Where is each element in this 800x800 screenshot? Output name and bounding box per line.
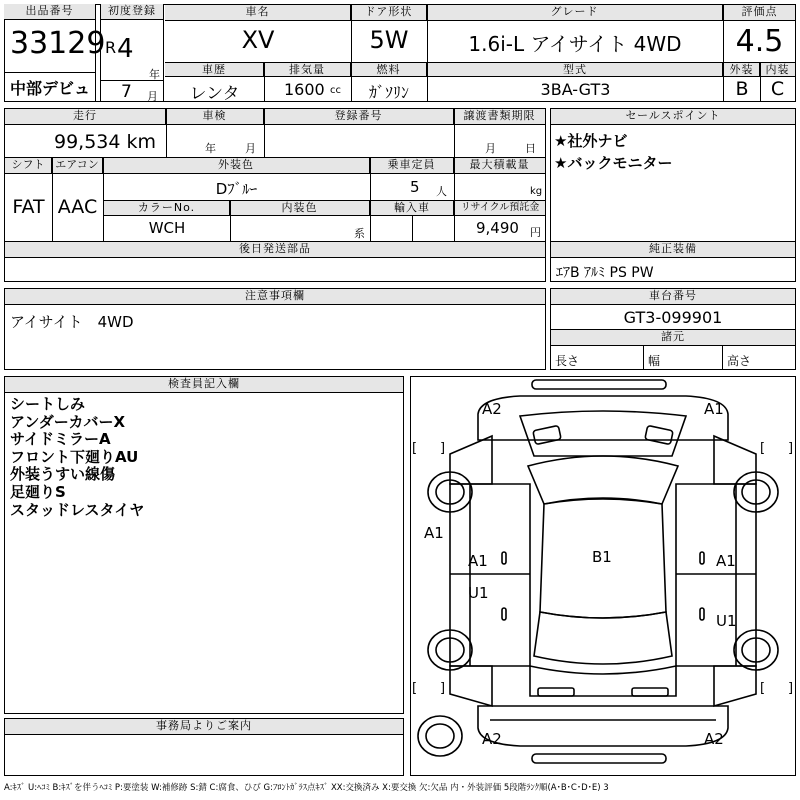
sales-point: ★社外ナビ (554, 132, 628, 150)
transfer-label: 譲渡書類期限 (454, 109, 545, 125)
inspector-label: 検査員記入欄 (5, 377, 403, 393)
inspector-note: フロント下廻りAU (10, 447, 139, 466)
car-diagram-drawing (410, 376, 796, 776)
int-color-suffix: 系 (354, 227, 365, 240)
import-label: 輸入車 (371, 201, 454, 216)
reg-month: 7 (121, 82, 132, 102)
load-unit: kg (530, 186, 543, 197)
inspector-note: 外装うすい線傷 (10, 465, 116, 484)
transfer-month-unit: 月 (485, 142, 496, 155)
reg-no-label: 登録番号 (264, 109, 454, 125)
damage-mark: A1 (704, 400, 724, 418)
history-label: 車歴 (165, 63, 264, 77)
reg-year: 4 (117, 34, 134, 64)
svg-text:[: [ (412, 441, 418, 456)
inspector-note: シートしみ (10, 395, 86, 413)
svg-text:[: [ (760, 441, 766, 456)
sales-label: セールスポイント (551, 109, 795, 125)
fuel-label: 燃料 (351, 63, 427, 77)
recycle-amount: 9,490 (476, 219, 519, 237)
recycle-label: リサイクル預託金 (455, 201, 545, 216)
height-label: 高さ (727, 354, 752, 368)
model-label: 型式 (428, 63, 723, 77)
color-label: 外装色 (103, 158, 370, 174)
cc-unit: cc (330, 85, 341, 96)
fuel: ｶﾞｿﾘﾝ (368, 83, 409, 102)
shift: FAT (12, 196, 45, 218)
month-unit: 月 (147, 90, 158, 103)
svg-text:]: ] (440, 681, 446, 696)
model-code: 3BA-GT3 (540, 80, 611, 99)
ac: AAC (57, 196, 98, 218)
damage-mark: A1 (716, 552, 736, 570)
capacity-label: 乗車定員 (370, 158, 454, 174)
interior-grade: C (770, 78, 785, 100)
exterior-label: 外装 (724, 63, 760, 77)
interior-label: 内装 (760, 63, 795, 77)
mileage: 99,534 km (54, 131, 157, 153)
car-name-label: 車名 (165, 5, 351, 21)
chassis-number: GT3-099901 (623, 308, 723, 327)
length-label: 長さ (555, 354, 580, 368)
grade-label: グレード (427, 5, 723, 21)
era: R (105, 38, 117, 57)
lot-block (4, 4, 106, 102)
damage-mark: A2 (482, 400, 502, 418)
damage-mark: A2 (704, 730, 724, 748)
ac-label: エアコン (52, 158, 103, 174)
lot-number: 33129 (10, 26, 106, 61)
svg-text:[: [ (412, 681, 418, 696)
caution-label: 注意事項欄 (5, 289, 545, 305)
svg-text:[: [ (760, 681, 766, 696)
width-label: 幅 (648, 354, 661, 368)
chassis-label: 車台番号 (551, 289, 795, 305)
damage-mark: A1 (468, 552, 488, 570)
damage-mark: U1 (468, 584, 489, 602)
inspector-note: サイドミラーA (10, 430, 111, 449)
recycle-unit: 円 (530, 226, 541, 239)
door-type: 5W (369, 26, 409, 54)
damage-mark: U1 (716, 612, 737, 630)
grade: 1.6i-L アイサイト 4WD (468, 32, 682, 56)
score: 4.5 (735, 24, 784, 59)
shift-label: シフト (5, 158, 52, 174)
insp-month-unit: 月 (245, 142, 256, 155)
color: Dﾌﾞﾙｰ (215, 180, 258, 198)
inspection-label: 車検 (166, 109, 264, 125)
inspector-note: 足廻りS (10, 482, 66, 501)
year-unit: 年 (149, 68, 160, 81)
transfer-day-unit: 日 (525, 142, 536, 155)
mileage-label: 走行 (5, 109, 166, 125)
insp-year-unit: 年 (205, 142, 216, 155)
lot-label: 出品番号 (4, 4, 95, 20)
later-parts-label: 後日発送部品 (5, 242, 545, 258)
office-label: 事務局よりご案内 (5, 719, 403, 735)
history: レンタ (189, 84, 240, 104)
damage-mark: B1 (592, 548, 612, 566)
sales-point: ★バックモニター (554, 154, 673, 172)
spec-label: 諸元 (551, 330, 795, 346)
exterior-grade: B (735, 78, 749, 100)
damage-mark: A1 (424, 524, 444, 542)
inspector-notes (10, 396, 144, 519)
inspector-note: スタッドレスタイヤ (10, 500, 145, 519)
legend: A:ｷｽﾞ U:ﾍｺﾐ B:ｷｽﾞを伴うﾍｺﾐ P:要塗装 W:補修跡 S:錆 C:腐食、ひび G:ﾌﾛﾝﾄｶﾞﾗｽ点ｷｽﾞ XX:交換済み X:要交換 欠:欠品 内・外装評価 5段階ﾗﾝｸ順(A･B･C･D･E) 3 (4, 783, 609, 793)
color-no: WCH (148, 219, 186, 237)
inspector-note: アンダーカバーX (10, 412, 126, 431)
capacity-unit: 人 (436, 185, 447, 198)
caution-text: アイサイト 4WD (10, 313, 134, 331)
capacity: 5 (410, 178, 420, 196)
load-label: 最大積載量 (454, 158, 545, 174)
door-label: ドア形状 (351, 5, 427, 21)
displacement: 1600 (284, 80, 325, 99)
svg-text:]: ] (788, 441, 794, 456)
car-name: XV (241, 26, 275, 54)
displacement-label: 排気量 (264, 63, 351, 77)
score-label: 評価点 (724, 5, 795, 21)
svg-text:]: ] (788, 681, 794, 696)
damage-mark: A2 (482, 730, 502, 748)
first-reg-block (100, 4, 164, 102)
equipment: ｴｱB ｱﾙﾐ PS PW (556, 265, 654, 281)
venue: 中部デビュ (10, 79, 91, 98)
svg-text:]: ] (440, 441, 446, 456)
int-color-label: 内装色 (230, 201, 370, 216)
first-reg-label: 初度登録 (101, 4, 163, 20)
equipment-label: 純正装備 (551, 242, 795, 258)
color-no-label: カラーNo. (104, 201, 230, 216)
